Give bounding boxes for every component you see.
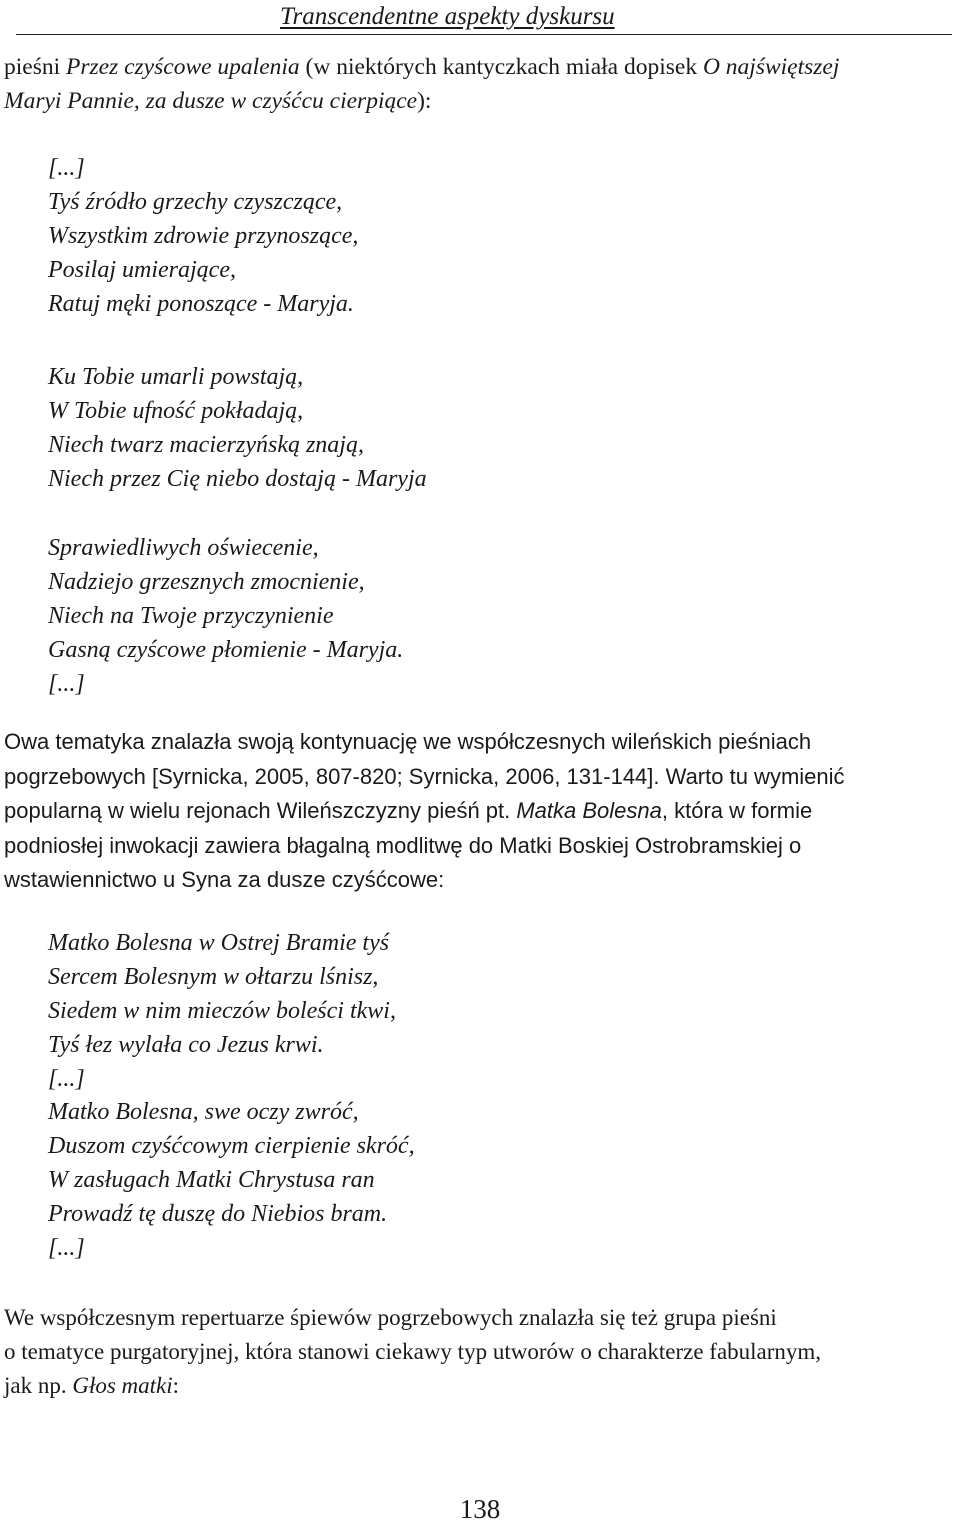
paragraph-line: pogrzebowych [Syrnicka, 2005, 807-820; Syrnicka, 2006, 131-144]. Warto tu wymienić bbox=[4, 763, 845, 789]
running-header: Transcendentne aspekty dyskursu bbox=[280, 3, 615, 30]
paragraph-line: Owa tematyka znalazła swoją kontynuację we współczesnych wileńskich pieśniach bbox=[4, 729, 812, 754]
paragraph-line: We współczesnym repertuarze śpiewów pogrzebowych znalazła się też grupa pieśni bbox=[4, 1305, 777, 1330]
song-title: Matka Bolesna bbox=[516, 798, 662, 823]
verse-stanza-1 bbox=[48, 151, 358, 321]
song-subtitle: O najświętszej bbox=[702, 54, 840, 80]
page-number: 138 bbox=[459, 1494, 501, 1524]
verse-line: Duszom czyśćcowym cierpienie skróć, bbox=[48, 1133, 415, 1159]
paragraph-line: o tematyce purgatoryjnej, która stanowi ciekawy typ utworów o charakterze fabularnym, bbox=[4, 1339, 822, 1364]
verse-line: Tyś łez wylała co Jezus krwi. bbox=[48, 1032, 324, 1058]
body-paragraph-2 bbox=[4, 1301, 952, 1403]
verse-line: Matko Bolesna w Ostrej Bramie tyś bbox=[48, 930, 390, 956]
verse-line: [...] bbox=[48, 671, 85, 697]
verse-line: W zasługach Matki Chrystusa ran bbox=[48, 1167, 375, 1193]
paragraph-text: jak np. bbox=[4, 1373, 73, 1398]
verse-stanza-2 bbox=[48, 360, 427, 496]
intro-paragraph bbox=[4, 50, 952, 118]
paragraph-text: popularną w wielu rejonach Wileńszczyzny pieśń pt. bbox=[4, 798, 517, 823]
intro-line-2 bbox=[4, 84, 952, 118]
song-subtitle: Maryi Pannie, za dusze w czyśćcu cierpiące bbox=[4, 88, 418, 114]
body-paragraph-1 bbox=[4, 725, 952, 898]
verse-line: Niech twarz macierzyńską znają, bbox=[48, 432, 364, 458]
verse-line: Matko Bolesna, swe oczy zwróć, bbox=[48, 1099, 359, 1125]
verse-line: Niech przez Cię niebo dostają - Maryja bbox=[48, 466, 427, 492]
verse-line: W Tobie ufność pokładają, bbox=[48, 398, 304, 424]
paragraph-line bbox=[4, 794, 952, 829]
verse-line: [...] bbox=[48, 1235, 85, 1261]
intro-line-1 bbox=[4, 50, 952, 84]
verse-line: Wszystkim zdrowie przynoszące, bbox=[48, 223, 359, 249]
verse-line: Tyś źródło grzechy czyszczące, bbox=[48, 189, 343, 215]
paragraph-line bbox=[4, 1369, 952, 1403]
paragraph-text: : bbox=[172, 1373, 180, 1398]
verse-line: Nadziejo grzesznych zmocnienie, bbox=[48, 569, 365, 595]
verse-line: Siedem w nim mieczów boleści tkwi, bbox=[48, 998, 396, 1024]
verse-line: Prowadź tę duszę do Niebios bram. bbox=[48, 1201, 388, 1227]
verse-line: Ratuj męki ponoszące - Maryja. bbox=[48, 291, 354, 317]
verse-line: [...] bbox=[48, 1066, 85, 1092]
song-title: Przez czyścowe upalenia bbox=[66, 54, 300, 80]
verse-stanza-3 bbox=[48, 531, 403, 701]
verse-line: Ku Tobie umarli powstają, bbox=[48, 364, 304, 390]
paragraph-line: podniosłej inwokacji zawiera błagalną modlitwę do Matki Boskiej Ostrobramskiej o bbox=[4, 832, 802, 858]
song-title: Głos matki bbox=[72, 1373, 173, 1398]
verse-line: [...] bbox=[48, 155, 85, 181]
paragraph-line: wstawiennictwo u Syna za dusze czyśćcowe: bbox=[4, 867, 445, 892]
header-rule bbox=[16, 34, 952, 35]
intro-text: pieśni bbox=[4, 54, 67, 80]
verse-line: Posilaj umierające, bbox=[48, 257, 236, 283]
intro-text: ): bbox=[417, 88, 432, 114]
intro-text: (w niektórych kantyczkach miała dopisek bbox=[299, 54, 703, 80]
verse-line: Sercem Bolesnym w ołtarzu lśnisz, bbox=[48, 964, 379, 990]
verse-line: Niech na Twoje przyczynienie bbox=[48, 603, 334, 629]
verse-stanza-5 bbox=[48, 1095, 415, 1265]
verse-stanza-4 bbox=[48, 926, 396, 1096]
paragraph-text: , która w formie bbox=[661, 798, 813, 823]
verse-line: Sprawiedliwych oświecenie, bbox=[48, 535, 319, 561]
verse-line: Gasną czyścowe płomienie - Maryja. bbox=[48, 637, 404, 663]
